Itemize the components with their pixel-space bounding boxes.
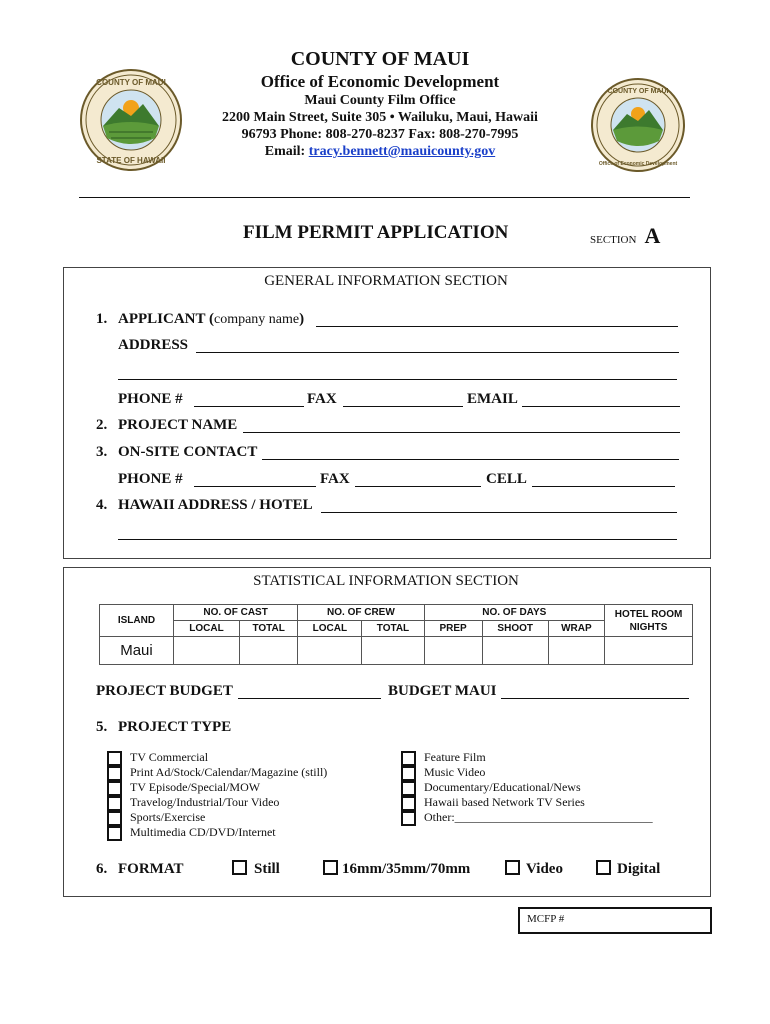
project-budget-field[interactable]	[238, 698, 381, 699]
prep-header: PREP	[424, 621, 482, 637]
format-label: FORMAT	[118, 861, 184, 877]
checkbox-video[interactable]	[505, 860, 520, 875]
address-label: ADDRESS	[118, 337, 189, 353]
form-title: FILM PERMIT APPLICATION	[243, 222, 509, 243]
format-num: 6.	[96, 861, 108, 877]
hotel-cell[interactable]	[605, 637, 693, 665]
checkbox-digital[interactable]	[596, 860, 611, 875]
cast-total-cell[interactable]	[240, 637, 298, 665]
format-still: Still	[254, 861, 280, 877]
option-other: Other:_________________________________	[424, 810, 653, 824]
office-title: Office of Economic Development	[260, 72, 500, 91]
checkbox-tv-episode[interactable]	[107, 781, 122, 796]
days-header: NO. OF DAYS	[424, 605, 604, 621]
phone2-field[interactable]	[194, 486, 316, 487]
option-music-video: Music Video	[424, 765, 486, 779]
checkbox-documentary[interactable]	[401, 781, 416, 796]
project-name-field[interactable]	[243, 432, 680, 433]
shoot-header: SHOOT	[482, 621, 548, 637]
fax2-field[interactable]	[355, 486, 481, 487]
fax-field[interactable]	[343, 406, 463, 407]
phone-label: PHONE #	[118, 391, 183, 407]
hawaii-num: 4.	[96, 497, 108, 513]
project-type-label: PROJECT TYPE	[118, 719, 232, 735]
cast-local-cell[interactable]	[173, 637, 239, 665]
checkbox-still[interactable]	[232, 860, 247, 875]
option-feature-film: Feature Film	[424, 750, 486, 764]
budget-maui-field[interactable]	[501, 698, 689, 699]
header-divider	[79, 197, 690, 198]
crew-header: NO. OF CREW	[298, 605, 424, 621]
phone-field[interactable]	[194, 406, 304, 407]
mcfp-label: MCFP #	[527, 913, 565, 925]
hawaii-field[interactable]	[321, 512, 677, 513]
applicant-text: APPLICANT (	[118, 311, 214, 327]
address-line2: 96793 Phone: 808-270-8237 Fax: 808-270-7995	[241, 127, 519, 142]
section-word: SECTION	[590, 234, 637, 246]
svg-text:COUNTY OF MAUI: COUNTY OF MAUI	[96, 78, 166, 87]
wrap-header: WRAP	[548, 621, 604, 637]
section-label	[590, 223, 660, 249]
project-num: 2.	[96, 417, 108, 433]
crew-total-header: TOTAL	[362, 621, 424, 637]
format-video: Video	[526, 861, 563, 877]
option-tv-episode: TV Episode/Special/MOW	[130, 780, 261, 794]
checkbox-tv-commercial[interactable]	[107, 751, 122, 766]
budget-maui-label: BUDGET MAUI	[388, 683, 497, 699]
address-field[interactable]	[196, 352, 679, 353]
project-type-num: 5.	[96, 719, 108, 735]
format-film: 16mm/35mm/70mm	[342, 861, 471, 877]
option-sports: Sports/Exercise	[130, 810, 206, 824]
option-multimedia: Multimedia CD/DVD/Internet	[130, 825, 276, 839]
project-name-label: PROJECT NAME	[118, 417, 238, 433]
format-digital: Digital	[617, 861, 661, 877]
cast-header: NO. OF CAST	[173, 605, 297, 621]
applicant-close: )	[299, 311, 305, 327]
checkbox-travelog[interactable]	[107, 796, 122, 811]
email-label: Email:	[264, 144, 306, 159]
option-network-tv: Hawaii based Network TV Series	[424, 795, 585, 809]
checkbox-print-ad[interactable]	[107, 766, 122, 781]
hotel-header: HOTEL ROOM NIGHTS	[605, 605, 693, 637]
checkbox-sports[interactable]	[107, 811, 122, 826]
crew-total-cell[interactable]	[362, 637, 424, 665]
applicant-num: 1.	[96, 311, 108, 327]
stats-heading: STATISTICAL INFORMATION SECTION	[253, 573, 519, 589]
hawaii-label: HAWAII ADDRESS / HOTEL	[118, 497, 313, 513]
email-line	[180, 144, 580, 160]
checkbox-music-video[interactable]	[401, 766, 416, 781]
wrap-cell[interactable]	[548, 637, 604, 665]
applicant-sub: company name	[213, 312, 300, 327]
phone2-label: PHONE #	[118, 471, 183, 487]
option-print-ad: Print Ad/Stock/Calendar/Magazine (still)	[130, 765, 328, 779]
address-line1: 2200 Main Street, Suite 305 • Wailuku, Maui, Hawaii	[222, 110, 538, 125]
crew-local-header: LOCAL	[298, 621, 362, 637]
prep-cell[interactable]	[424, 637, 482, 665]
onsite-label: ON-SITE CONTACT	[118, 444, 258, 460]
email-field[interactable]	[522, 406, 680, 407]
general-heading: GENERAL INFORMATION SECTION	[264, 273, 508, 289]
crew-local-cell[interactable]	[298, 637, 362, 665]
checkbox-network-tv[interactable]	[401, 796, 416, 811]
email-field-label: EMAIL	[467, 391, 518, 407]
county-seal-right	[590, 77, 686, 173]
checkbox-feature-film[interactable]	[401, 751, 416, 766]
project-budget-label: PROJECT BUDGET	[96, 683, 233, 699]
shoot-cell[interactable]	[482, 637, 548, 665]
applicant-label	[118, 311, 304, 328]
applicant-field[interactable]	[316, 326, 678, 327]
county-title: COUNTY OF MAUI	[290, 48, 470, 70]
svg-text:Office of Economic Development: Office of Economic Development	[598, 161, 678, 167]
cast-total-header: TOTAL	[240, 621, 298, 637]
fax2-label: FAX	[320, 471, 350, 487]
email-link[interactable]: tracy.bennett@mauicounty.gov	[308, 144, 496, 159]
film-office: Maui County Film Office	[304, 93, 456, 108]
option-travelog: Travelog/Industrial/Tour Video	[130, 795, 280, 809]
hawaii-field-2[interactable]	[118, 539, 677, 540]
cast-local-header: LOCAL	[173, 621, 239, 637]
onsite-field[interactable]	[262, 459, 679, 460]
checkbox-other[interactable]	[401, 811, 416, 826]
option-documentary: Documentary/Educational/News	[424, 780, 581, 794]
svg-text:STATE OF HAWAII: STATE OF HAWAII	[96, 156, 166, 165]
svg-text:COUNTY OF MAUI: COUNTY OF MAUI	[607, 88, 669, 95]
island-header: ISLAND	[100, 605, 174, 637]
onsite-num: 3.	[96, 444, 108, 460]
cell-field[interactable]	[532, 486, 675, 487]
county-seal-left	[79, 68, 183, 172]
island-value[interactable]: Maui	[100, 637, 174, 665]
section-letter: A	[644, 223, 661, 248]
checkbox-multimedia[interactable]	[107, 826, 122, 841]
cell-label: CELL	[486, 471, 527, 487]
fax-label: FAX	[307, 391, 337, 407]
stats-table	[99, 604, 693, 665]
checkbox-film[interactable]	[323, 860, 338, 875]
option-tv-commercial: TV Commercial	[130, 750, 209, 764]
address-field-2[interactable]	[118, 379, 677, 380]
